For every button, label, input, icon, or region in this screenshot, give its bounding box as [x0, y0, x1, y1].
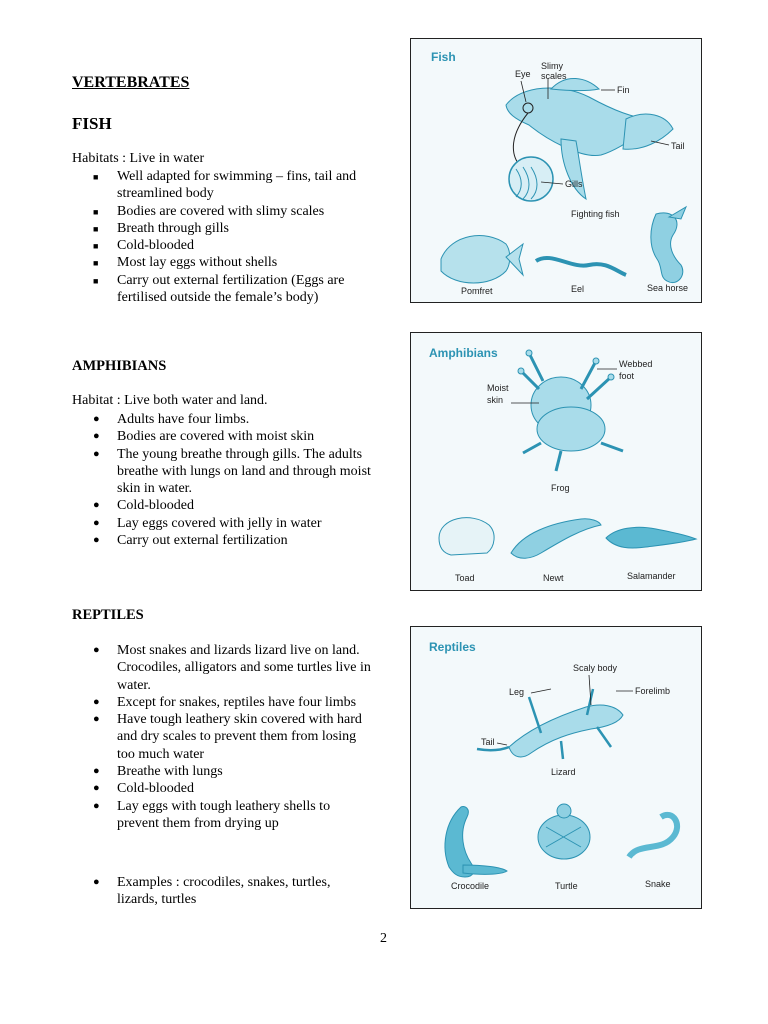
bullet-dot-icon: ● — [93, 499, 100, 512]
label-sea-horse: Sea horse — [647, 283, 689, 293]
label-gills: Gills — [565, 179, 583, 189]
label-toad: Toad — [455, 573, 475, 583]
salamander-icon — [606, 527, 696, 548]
reptiles-examples-list — [72, 874, 372, 909]
eel-icon — [536, 258, 626, 275]
crocodile-icon — [445, 806, 507, 877]
list-item: ■ Breath through gills — [72, 220, 372, 237]
reptiles-list — [72, 642, 372, 832]
bullet-dot-icon: ● — [93, 430, 100, 443]
label-eye: Eye — [515, 69, 531, 79]
list-item: ● The young breathe through gills. The adults breathe with lungs on land and through moist skin in water. — [93, 446, 371, 497]
bullet-dot-icon: ● — [93, 695, 100, 708]
reptiles-figure — [410, 626, 702, 909]
sea-horse-icon — [651, 207, 686, 283]
bullet-dot-icon: ● — [93, 876, 100, 888]
pomfret-icon — [441, 236, 523, 283]
list-item: ● Examples : crocodiles, snakes, turtles, lizards, turtles — [93, 875, 331, 908]
label-lizard: Lizard — [551, 767, 576, 777]
label-frog: Frog — [551, 483, 570, 493]
label-eel: Eel — [571, 284, 585, 294]
page-number: 2 — [380, 931, 387, 946]
bullet-dot-icon: ● — [93, 516, 100, 529]
bullet-square-icon: ■ — [93, 172, 99, 182]
frog-icon — [518, 350, 623, 471]
list-item: ● Adults have four limbs. — [93, 412, 250, 427]
bullet-square-icon: ■ — [93, 206, 99, 217]
list-item: ■ Carry out external fertilization (Eggs are fertilised outside the female’s body) — [93, 272, 345, 306]
list-item: ■ Well adapted for swimming – fins, tail and streamlined body — [93, 169, 357, 202]
label-crocodile: Crocodile — [451, 881, 490, 891]
label-moist: Moist — [487, 383, 509, 393]
amphibians-figure-title: Amphibians — [429, 346, 498, 360]
bullet-dot-icon: ● — [93, 782, 100, 795]
label-tail: Tail — [481, 737, 495, 747]
list-item: ■ Most lay eggs without shells — [72, 254, 372, 271]
label-pomfret: Pomfret — [461, 286, 493, 296]
list-item: ● Cold-blooded — [93, 498, 194, 514]
bullet-dot-icon: ● — [93, 765, 100, 778]
amphibians-habitat: Habitat : Live both water and land. — [72, 393, 268, 408]
fish-figure — [410, 38, 702, 303]
bullet-dot-icon: ● — [93, 447, 100, 460]
reptiles-illustration — [411, 627, 701, 908]
toad-icon — [439, 518, 494, 555]
list-item: ■ Cold-blooded — [72, 237, 372, 254]
label-salamander: Salamander — [627, 571, 676, 581]
label-forelimb: Forelimb — [635, 686, 671, 696]
label-turtle: Turtle — [555, 881, 578, 891]
amphibians-heading: AMPHIBIANS — [72, 358, 167, 374]
bullet-square-icon: ■ — [93, 223, 99, 234]
list-item: ● Breathe with lungs — [93, 764, 223, 780]
lizard-icon — [477, 689, 623, 759]
fish-illustration — [411, 39, 701, 302]
amphibians-list — [72, 411, 372, 549]
bullet-square-icon: ■ — [93, 241, 99, 252]
turtle-icon — [538, 804, 590, 859]
reptiles-heading: REPTILES — [72, 607, 144, 623]
list-item: ● Bodies are covered with moist skin — [93, 429, 315, 445]
label-tail: Tail — [671, 141, 685, 151]
list-item: ● Carry out external fertilization — [93, 533, 288, 549]
reptiles-figure-title: Reptiles — [429, 640, 476, 654]
bullet-square-icon: ■ — [93, 258, 99, 269]
list-item: ● Most snakes and lizards lizard live on land. Crocodiles, alligators and some turtles live in water. — [93, 643, 371, 693]
gills-zoom-icon — [509, 157, 553, 201]
list-item: ■ Bodies are covered with slimy scales — [72, 203, 372, 220]
amphibians-illustration — [411, 333, 701, 590]
bullet-square-icon: ■ — [93, 275, 99, 286]
label-slimy: Slimy — [541, 61, 563, 71]
newt-icon — [511, 519, 601, 558]
fish-heading: FISH — [72, 114, 112, 133]
bullet-dot-icon: ● — [93, 534, 100, 547]
fish-habitat: Habitats : Live in water — [72, 151, 205, 166]
snake-icon — [629, 815, 677, 857]
label-scales: scales — [541, 71, 567, 81]
bullet-dot-icon: ● — [93, 713, 100, 726]
label-webbed: Webbed — [619, 359, 653, 369]
amphibians-figure — [410, 332, 702, 591]
list-item: ● Have tough leathery skin covered with hard and dry scales to prevent them from losing too much water — [93, 712, 362, 762]
fish-figure-title: Fish — [431, 50, 456, 64]
bullet-dot-icon: ● — [93, 413, 100, 425]
label-newt: Newt — [543, 573, 564, 583]
label-leg: Leg — [509, 687, 525, 697]
label-scaly-body: Scaly body — [573, 663, 618, 673]
label-skin: skin — [487, 395, 504, 405]
label-foot: foot — [619, 371, 635, 381]
fish-list — [72, 168, 372, 306]
list-item: ● Lay eggs with tough leathery shells to prevent them from drying up — [93, 798, 331, 831]
list-item: ● Cold-blooded — [93, 781, 194, 797]
label-fin: Fin — [617, 85, 630, 95]
page-title: VERTEBRATES — [72, 74, 190, 91]
list-item: ● Except for snakes, reptiles have four limbs — [93, 694, 357, 710]
list-item: ● Lay eggs covered with jelly in water — [93, 515, 322, 531]
label-snake: Snake — [645, 879, 671, 889]
label-fighting-fish: Fighting fish — [571, 209, 620, 219]
bullet-dot-icon: ● — [93, 644, 100, 656]
bullet-dot-icon: ● — [93, 799, 100, 812]
